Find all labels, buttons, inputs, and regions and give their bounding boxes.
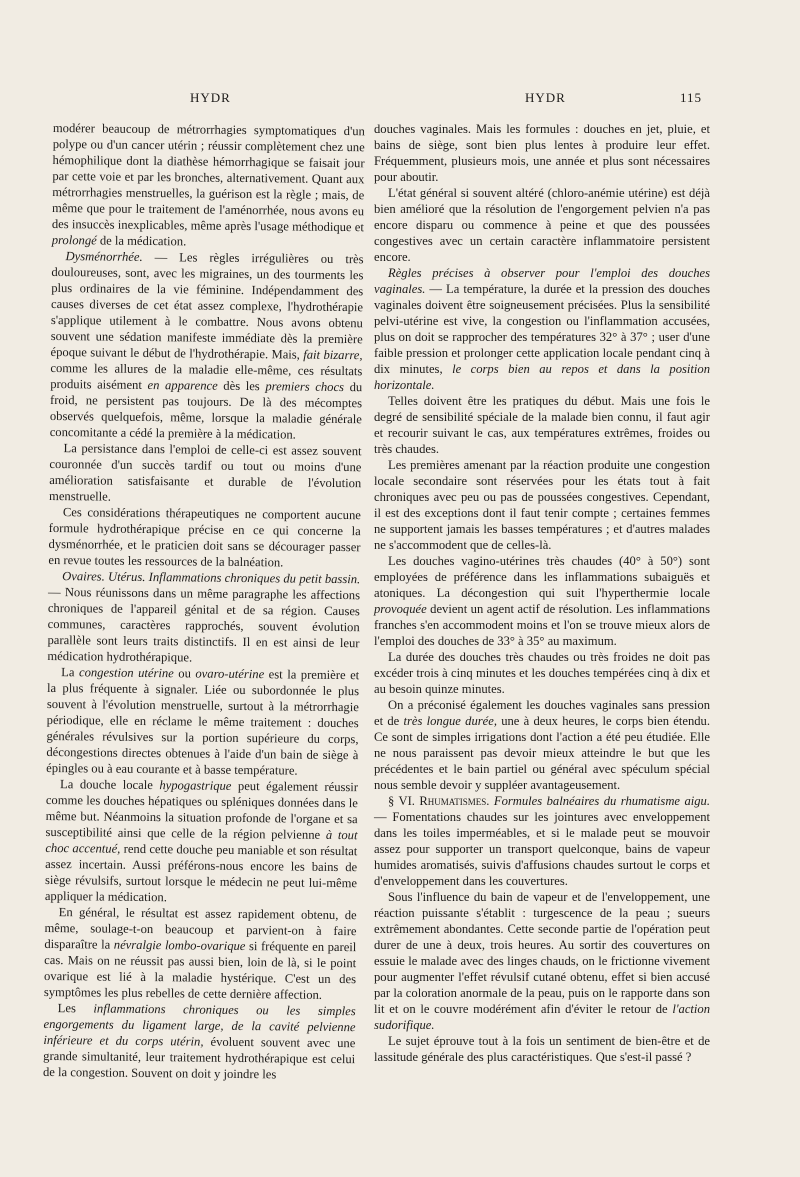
paragraph: [374, 649, 710, 697]
text-run: Sous l'influence du bain de vapeur et de l'enveloppement, une réaction puissante s'établit : turgescence de la peau ; sueurs extrêmement abondantes. Cette seconde partie de l'opération peut durer de une à deux, trois heures. Au sortir des couvertures on essuie le malade avec des linges chauds, on le frictionne vivement pour augmenter l'effet révulsif cutané obtenu, effet si bien accusé par la coloration anormale de la peau, puis on le rapporte dans son lit et on le couvre modérément afin d'éviter le retour de: [374, 890, 710, 1016]
text-run: est la première et la plus fréquente à signaler. Liée ou subordonnée le plus souvent à l'évolution menstruelle, surtout à la métrorrhagie périodique, elle en réclame le même traitement : douches générales révulsives sur la portion supérieure du corps, décongestions directes obtenues à l'aide d'un bain de siège à épingles ou à eau courante et à basse température.: [46, 667, 360, 778]
italic-text: en apparence: [147, 378, 218, 393]
text-run: Ces considérations thérapeutiques ne comportent aucune formule hydrothérapique précise en ce qui concerne la dysménorrhée, et le praticien doit sans se décourager passer en revue toutes les ressources de la balnéation.: [48, 505, 361, 570]
text-run: évoluent souvent avec une grande simultanité, leur traitement hydrothérapique est celui de la congestion. Souvent on doit y joindre les: [42, 1034, 356, 1082]
text-run: — La température, la durée et la pression des douches vaginales doivent être soigneusement précisées. Plus la sensibilité pelvi-utérine est vive, la congestion ou l'inflammation accusées, plus on doit se rapprocher des températures 32° à 37° ; user d'une faible pression et prolonger cette application locale pendant cinq à dix minutes,: [374, 282, 710, 376]
text-run: Les douches vagino-utérines très chaudes (40° à 50°) sont employées de préférence dans les inflammations subaiguës et atoniques. La décongestion qui suit l'hyperthermie locale: [374, 554, 710, 600]
paragraph: [374, 185, 710, 265]
text-run: une à deux heures, le corps bien étendu. Ce sont de simples irrigations dont l'action a été peu étudiée. Elle ne nous paraissent pas devoir mieux atteindre le but que les précédentes et le bain partiel ou général avec spéculum spécial nous semble devoir y suppléer avantageusement.: [374, 714, 710, 792]
paragraph: [48, 504, 361, 571]
paragraph: [374, 121, 710, 185]
paragraph: [50, 248, 364, 443]
paragraph: [43, 1000, 356, 1083]
italic-text: à tout choc accentué,: [45, 827, 358, 856]
text-run: dès les: [217, 378, 266, 394]
text-run: Les premières amenant par la réaction produite une congestion locale secondaire sont réservées pour les états tout à fait chroniques avec peu ou pas de poussées congestives. Cependant, il est des exceptions dont il faut tenir compte ; certaines femmes ne supportent jamais les basses températures ; et d'autres malades ne s'accommodent que de celles-là.: [374, 458, 710, 552]
text-run: comme les allures de la maladie elle-même, ces résultats produits aisément: [50, 360, 363, 393]
text-run: devient un agent actif de résolution. Les inflammations franches s'en accommodent moins et l'on se trouve mieux alors de l'emploi des douches de 33° à 35° au maximum.: [374, 602, 710, 648]
page-number: 115: [680, 90, 703, 105]
text-run: La durée des douches très chaudes ou très froides ne doit pas excéder trois à cinq minutes et les douches tempérées cinq à dix et au besoin quinze minutes.: [374, 650, 710, 696]
text-run: Telles doivent être les pratiques du début. Mais une fois le degré de sensibilité spéciale de la malade bien connu, il faut agir et recourir suivant le cas, aux températures extrêmes, froides ou très chaudes.: [374, 394, 710, 456]
italic-text: très longue durée,: [403, 714, 497, 728]
italic-text: inflammations chroniques ou les simples engorgements du ligament large, de la cavité pelvienne inférieure et du corps utérin,: [43, 1001, 356, 1049]
paragraph: [374, 553, 710, 649]
text-run: Les: [57, 1001, 94, 1016]
italic-text: Ovaires. Utérus. Inflammations chroniques du petit bassin.: [62, 569, 361, 587]
small-caps-text: Rhumatismes.: [419, 794, 490, 808]
italic-text: Dysménorrhée.: [65, 249, 143, 264]
paragraph: [374, 697, 710, 793]
paragraph: [44, 904, 357, 1003]
running-header: [0, 90, 800, 110]
paragraph: [374, 793, 710, 889]
italic-text: l'action sudorifique.: [374, 1002, 710, 1032]
text-run: peut également réussir comme les douches hépatiques ou spléniques données dans le même but. Néanmoins la situation profonde de l'organe et sa susceptibilité ainsi que celle de la région pelvienne: [45, 778, 359, 842]
text-run: si fréquente en pareil cas. Mais on ne réussit pas aussi bien, loin de là, si le point ovarique est lié à la maladie hystérique. C'est un des symptômes les plus rebelles de cette dernière affection.: [43, 939, 357, 1002]
italic-text: fait bizarre,: [303, 347, 363, 363]
text-run: ou: [173, 666, 196, 681]
text-run: — Les règles irrégulières ou très douloureuses, sont, avec les migraines, un des tourments les plus ordinaires de la vie féminine. Indépendamment des causes diverses de cet état assez complexe, l'hydrothérapie s'applique utilement à le combattre. Nous avons obtenu souvent une sédation manifeste immédiate dès la première époque suivant le début de l'hydrothérapie. Mais,: [50, 249, 364, 362]
text-run: L'état général si souvent altéré (chloro-anémie utérine) est déjà bien amélioré que la résolution de l'engorgement pelvien n'a pas encore disparu ou commence à peine et que des poussées congestives avec un certain caractère inflammatoire persistent encore.: [374, 186, 710, 264]
text-run: — Fomentations chaudes sur les jointures avec enveloppement dans les toiles imperméables, et si le malade peut se mouvoir assez pour supporter un transport quelconque, bains de vapeur humides aromatisés, suivis d'affusions chaudes surtout le corps et d'enveloppement dans les couvertures.: [374, 810, 710, 888]
paragraph: [45, 776, 358, 907]
text-run: rend cette douche peu maniable et son résultat assez incertain. Aussi préférons-nous encore les bains de siège révulsifs, surtout lorsque le médecin ne peut lui-même appliquer la médication.: [44, 841, 358, 905]
text-run: modérer beaucoup de métrorrhagies symptomatiques d'un polype ou d'un cancer utérin ; réussir complètement chez une hémophilique dont la diathèse hémorrhagique se faisait jour par cette voie et par les bronches, alternativement. Quant aux métrorrhagies menstruelles, la guérison est la règle ; mais, de même que pour le traitement de l'aménorrhée, nous avons eu des insuccès inexplicables, même après l'usage méthodique et: [51, 120, 365, 235]
italic-text: provoquée: [374, 602, 427, 616]
text-run: douches vaginales. Mais les formules : douches en jet, pluie, et bains de siège, sont bien plus lentes à produire leur effet. Fréquemment, plusieurs mois, une année et plus sont nécessaires pour aboutir.: [374, 122, 710, 184]
paragraph: [374, 1033, 710, 1065]
italic-text: névralgie lombo-ovarique: [113, 937, 246, 954]
italic-text: prolongé: [51, 232, 97, 248]
right-text-column: [374, 121, 710, 1065]
paragraph: [374, 393, 710, 457]
text-run: En général, le résultat est assez rapidement obtenu, de même, soulage-t-on beaucoup et parvient-on à faire disparaître la: [44, 905, 357, 952]
italic-text: le corps bien au repos et dans la position horizontale.: [374, 362, 710, 392]
italic-text: ovaro-utérine: [195, 666, 265, 682]
text-run: du froid, ne persistent pas toujours. De là des mécomptes observés quelquefois, même, lorsque la maladie générale concomitante a cédé la première à la médication.: [49, 380, 363, 442]
text-run: La: [61, 665, 80, 680]
text-run: § VI.: [388, 794, 420, 808]
paragraph: [374, 265, 710, 393]
text-run: de la médication.: [96, 233, 187, 249]
italic-text: congestion utérine: [78, 665, 174, 681]
header-right-title: HYDR: [525, 90, 566, 105]
text-run: Le sujet éprouve tout à la fois un sentiment de bien-être et de lassitude générale des plus caractéristiques. Que s'est-il passé ?: [374, 1034, 710, 1064]
paragraph: [47, 568, 360, 667]
text-run: On a préconisé également les douches vaginales sans pression et de: [374, 698, 710, 728]
paragraph: [374, 457, 710, 553]
paragraph: [49, 440, 362, 507]
paragraph: [374, 889, 710, 1033]
header-left-title: HYDR: [190, 90, 231, 105]
paragraph: [52, 120, 365, 251]
italic-text: hypogastrique: [159, 778, 232, 793]
left-text-column: [43, 120, 365, 1083]
italic-text: Règles précises à observer pour l'emploi des douches vaginales.: [374, 266, 710, 296]
text-run: La douche locale: [59, 777, 160, 793]
paragraph: [46, 664, 359, 779]
text-run: La persistance dans l'emploi de celle-ci est assez souvent couronnée d'un succès tardif ou tout ou moins d'une amélioration satisfaisante et durable de l'évolution menstruelle.: [48, 441, 362, 504]
italic-text: Formules balnéaires du rhumatisme aigu.: [493, 794, 710, 808]
italic-text: premiers chocs: [265, 379, 345, 395]
text-run: — Nous réunissons dans un même paragraphe les affections chroniques de l'appareil génital et de sa région. Causes communes, caractères rapprochés, souvent évolution parallèle sont leurs traits distinctifs. Il en est ainsi de leur médication hydrothérapique.: [47, 584, 361, 665]
